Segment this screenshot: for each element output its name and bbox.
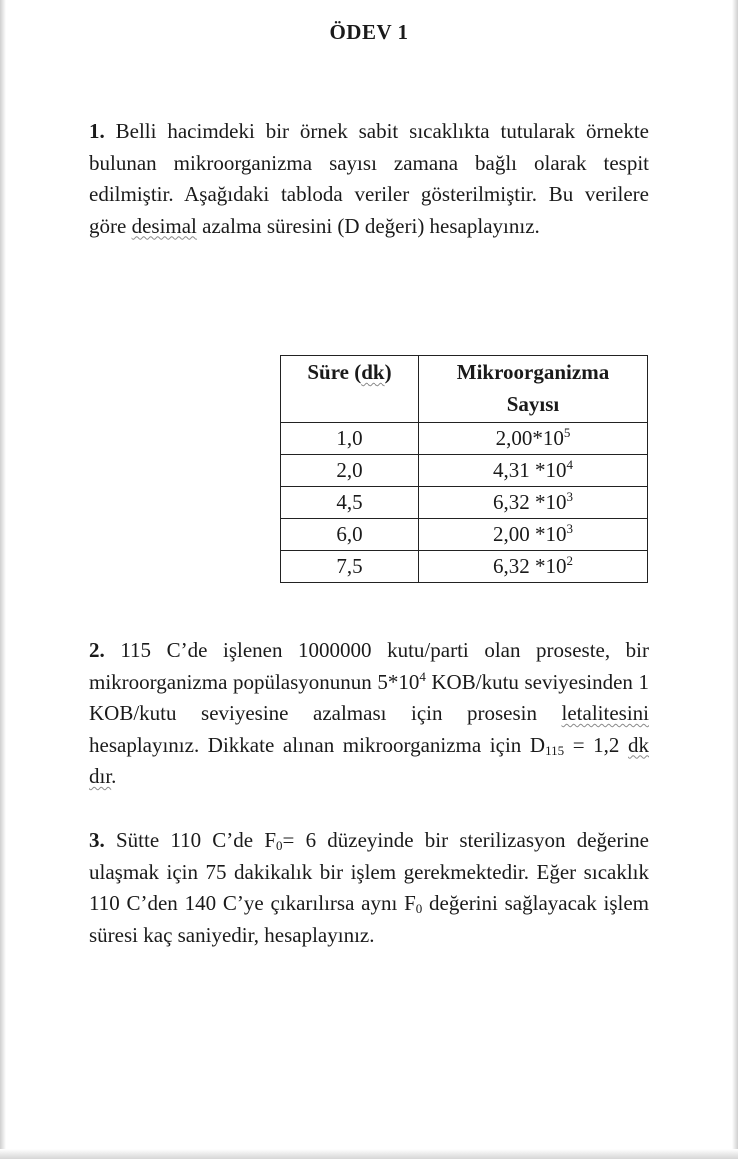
table-row <box>281 423 648 455</box>
question-2: 2. 115 C’de işlenen 1000000 kutu/parti olan proseste, bir mikroorganizma popülasyonunun $5*10^4$ KOB/kutu seviyesinden 1 KOB/kutu seviyesine azalması için prosesin letalitesini hesaplayınız. Dikkate alınan mikroorganizma için $D_{115} = 1,2$ dk dır. <box>89 638 650 788</box>
question-3: 3. Sütte 110 C’de $F_0= 6$ düzeyinde bir sterilizasyon değerine ulaşmak için 75 dakikalık bir işlem gerekmektedir. Eğer sıcaklık 110 C’den 140 C’ye çıkarılırsa aynı $F_0$ değerini sağlayacak işlem süresi kaç saniyedir, hesaplayınız. <box>89 828 649 947</box>
question-1-number: 1. <box>89 119 105 143</box>
data-table <box>280 355 648 583</box>
spellcheck-dk-dir: dk dır <box>89 732 650 788</box>
time-cell: 1,0 <box>281 423 419 455</box>
question-3-number: 3. <box>89 828 105 852</box>
count-cell: 4,31 $*10^4$ <box>419 455 648 487</box>
time-cell: 6,0 <box>281 519 419 551</box>
table-row <box>281 487 648 519</box>
time-cell: 2,0 <box>281 455 419 487</box>
question-1-text-a: Belli hacimdeki bir örnek sabit sıcaklıkta tutularak örnekte bulunan mikroorganizma sayısı zamana bağlı olarak tespit edilmiştir. Aşağıdaki tabloda veriler gösterilmiştir. Bu verilere göre <box>89 119 649 238</box>
count-cell: 2,00 $*10^3$ <box>419 519 648 551</box>
table-header-row <box>281 356 648 423</box>
count-cell: 6,32 $*10^3$ <box>419 487 648 519</box>
table-row <box>281 519 648 551</box>
time-cell: 7,5 <box>281 551 419 583</box>
time-cell: 4,5 <box>281 487 419 519</box>
spellcheck-letalitesini: letalitesini <box>561 701 649 725</box>
question-1 <box>89 116 649 242</box>
count-cell: 6,32 $*10^2$ <box>419 551 648 583</box>
page-title: ÖDEV 1 <box>329 20 409 44</box>
header-time: Süre (dk) <box>281 356 419 423</box>
header-count: Mikroorganizma Sayısı <box>419 356 648 423</box>
page-edge-left <box>0 0 6 1159</box>
question-2-number: 2. <box>89 638 105 662</box>
table-row <box>281 455 648 487</box>
page-edge-bottom <box>0 1149 738 1159</box>
page-edge-right <box>732 0 738 1159</box>
spellcheck-desimal: desimal <box>131 213 197 238</box>
question-1-text-b: azalma süresini (D değeri) hesaplayınız. <box>196 213 540 238</box>
spellcheck-dk: dk <box>361 360 385 384</box>
table-row <box>281 551 648 583</box>
count-cell: $2,00*10^5$ <box>419 423 648 455</box>
